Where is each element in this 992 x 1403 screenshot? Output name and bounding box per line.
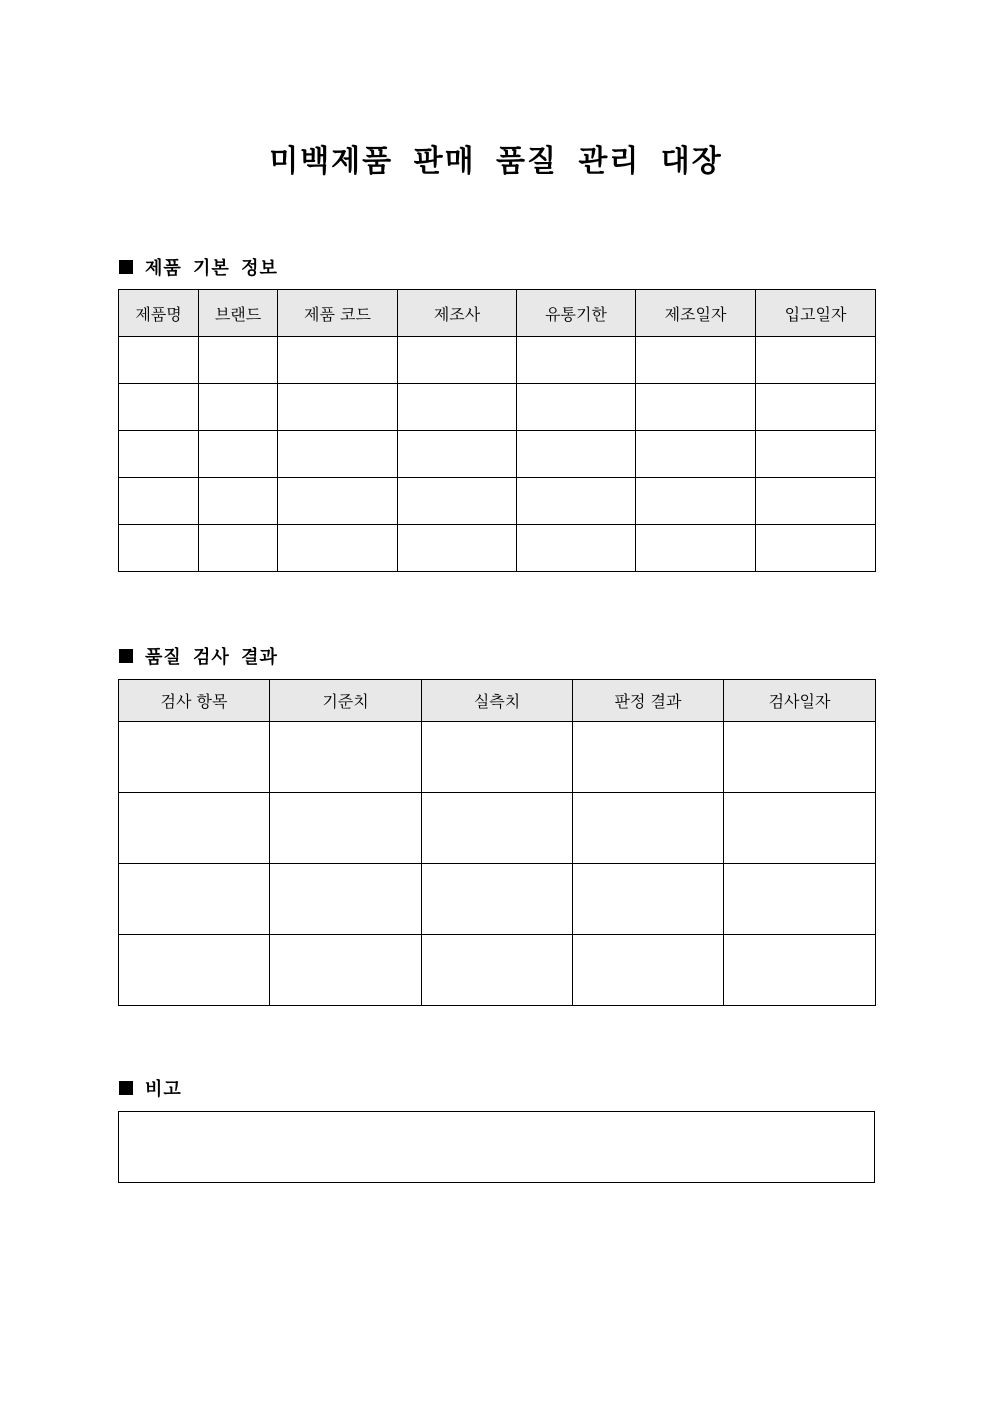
table-cell[interactable]	[270, 864, 422, 935]
table-cell[interactable]	[278, 478, 398, 525]
table-cell[interactable]	[270, 722, 422, 793]
square-bullet-icon	[119, 260, 133, 274]
table-cell[interactable]	[573, 793, 724, 864]
table-cell[interactable]	[278, 384, 398, 431]
table-row	[119, 722, 876, 793]
table-row	[119, 431, 876, 478]
column-header: 검사 항목	[119, 680, 270, 722]
table-cell[interactable]	[724, 864, 876, 935]
table-header-row	[119, 680, 876, 722]
table-cell[interactable]	[199, 525, 278, 572]
table-cell[interactable]	[636, 525, 756, 572]
table-cell[interactable]	[756, 431, 876, 478]
table-cell[interactable]	[119, 384, 199, 431]
table-row	[119, 525, 876, 572]
column-header: 유통기한	[517, 290, 636, 337]
table-cell[interactable]	[756, 337, 876, 384]
table-cell[interactable]	[119, 525, 199, 572]
table-cell[interactable]	[636, 478, 756, 525]
table-cell[interactable]	[398, 431, 517, 478]
table-cell[interactable]	[119, 431, 199, 478]
table-cell[interactable]	[422, 864, 573, 935]
table-cell[interactable]	[119, 864, 270, 935]
table-cell[interactable]	[724, 722, 876, 793]
inspection-table	[118, 679, 876, 1006]
table-cell[interactable]	[422, 722, 573, 793]
table-header-row	[119, 290, 876, 337]
table-cell[interactable]	[422, 935, 573, 1006]
table-cell[interactable]	[398, 337, 517, 384]
table-row	[119, 337, 876, 384]
table-cell[interactable]	[119, 478, 199, 525]
table-cell[interactable]	[517, 431, 636, 478]
table-cell[interactable]	[199, 384, 278, 431]
table-cell[interactable]	[517, 384, 636, 431]
table-cell[interactable]	[756, 525, 876, 572]
basic-info-table	[118, 289, 876, 572]
column-header: 제품 코드	[278, 290, 398, 337]
table-cell[interactable]	[756, 478, 876, 525]
table-row	[119, 384, 876, 431]
column-header: 제조사	[398, 290, 517, 337]
column-header: 브랜드	[199, 290, 278, 337]
table-cell[interactable]	[422, 793, 573, 864]
table-cell[interactable]	[573, 864, 724, 935]
table-cell[interactable]	[636, 384, 756, 431]
section-heading-remarks	[119, 1075, 182, 1101]
table-cell[interactable]	[119, 722, 270, 793]
table-row	[119, 935, 876, 1006]
table-cell[interactable]	[278, 337, 398, 384]
section-title: 품질 검사 결과	[145, 647, 278, 668]
section-title: 비고	[145, 1079, 182, 1100]
section-title: 제품 기본 정보	[145, 258, 278, 279]
table-row	[119, 793, 876, 864]
table-cell[interactable]	[517, 337, 636, 384]
table-cell[interactable]	[573, 935, 724, 1006]
square-bullet-icon	[119, 1081, 133, 1095]
table-cell[interactable]	[517, 525, 636, 572]
table-cell[interactable]	[119, 935, 270, 1006]
table-cell[interactable]	[517, 478, 636, 525]
table-cell[interactable]	[119, 793, 270, 864]
section-heading-inspection	[119, 643, 278, 669]
table-cell[interactable]	[724, 793, 876, 864]
table-cell[interactable]	[278, 525, 398, 572]
column-header: 판정 결과	[573, 680, 724, 722]
page-title: 미백제품 판매 품질 관리 대장	[269, 144, 723, 179]
column-header: 입고일자	[756, 290, 876, 337]
table-cell[interactable]	[398, 478, 517, 525]
column-header: 제조일자	[636, 290, 756, 337]
table-cell[interactable]	[724, 935, 876, 1006]
square-bullet-icon	[119, 649, 133, 663]
table-cell[interactable]	[398, 384, 517, 431]
table-cell[interactable]	[199, 337, 278, 384]
table-cell[interactable]	[573, 722, 724, 793]
section-heading-basic-info	[119, 254, 278, 280]
table-cell[interactable]	[199, 431, 278, 478]
table-cell[interactable]	[398, 525, 517, 572]
table-cell[interactable]	[270, 935, 422, 1006]
column-header: 검사일자	[724, 680, 876, 722]
table-cell[interactable]	[636, 431, 756, 478]
column-header: 제품명	[119, 290, 199, 337]
table-cell[interactable]	[278, 431, 398, 478]
table-cell[interactable]	[636, 337, 756, 384]
table-cell[interactable]	[119, 337, 199, 384]
table-cell[interactable]	[270, 793, 422, 864]
table-row	[119, 864, 876, 935]
column-header: 기준치	[270, 680, 422, 722]
table-row	[119, 478, 876, 525]
remarks-box[interactable]	[118, 1111, 875, 1183]
column-header: 실측치	[422, 680, 573, 722]
table-cell[interactable]	[199, 478, 278, 525]
table-cell[interactable]	[756, 384, 876, 431]
